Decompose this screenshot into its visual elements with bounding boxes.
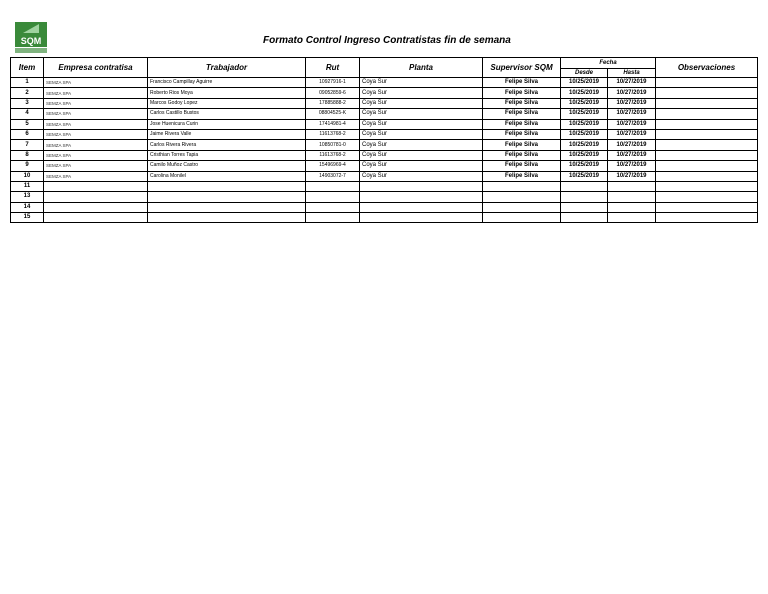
table-row bbox=[11, 192, 758, 202]
sqm-logo bbox=[15, 22, 47, 54]
hasta-cell: 10/27/2019 bbox=[608, 109, 656, 119]
rut-cell: 15496969-4 bbox=[306, 161, 360, 171]
empresa-cell bbox=[44, 202, 148, 212]
observaciones-cell bbox=[656, 140, 758, 150]
empresa-cell bbox=[44, 192, 148, 202]
planta-cell: Coya Sur bbox=[360, 78, 483, 88]
desde-cell: 10/25/2019 bbox=[561, 88, 608, 98]
empresa-cell: SEMZA SPA bbox=[44, 161, 148, 171]
item-cell: 3 bbox=[11, 98, 44, 108]
trabajador-cell: Carlos Castillo Bustos bbox=[148, 109, 306, 119]
rut-cell: 11613768-2 bbox=[306, 129, 360, 139]
item-cell: 13 bbox=[11, 192, 44, 202]
table-row bbox=[11, 98, 758, 108]
empresa-cell: SEMZA SPA bbox=[44, 88, 148, 98]
hasta-cell bbox=[608, 213, 656, 223]
table-row bbox=[11, 88, 758, 98]
table-row bbox=[11, 140, 758, 150]
trabajador-cell: Francisco Campillay Aguirre bbox=[148, 78, 306, 88]
hasta-cell: 10/27/2019 bbox=[608, 119, 656, 129]
desde-cell: 10/25/2019 bbox=[561, 161, 608, 171]
hasta-cell: 10/27/2019 bbox=[608, 150, 656, 160]
rut-cell: 09052859-6 bbox=[306, 88, 360, 98]
rut-cell: 08804525-K bbox=[306, 109, 360, 119]
table-row bbox=[11, 202, 758, 212]
hasta-cell: 10/27/2019 bbox=[608, 140, 656, 150]
item-cell: 2 bbox=[11, 88, 44, 98]
hasta-cell: 10/27/2019 bbox=[608, 88, 656, 98]
item-cell: 5 bbox=[11, 119, 44, 129]
rut-cell bbox=[306, 213, 360, 223]
supervisor-cell bbox=[483, 213, 561, 223]
desde-cell: 10/25/2019 bbox=[561, 150, 608, 160]
supervisor-cell: Felipe Silva bbox=[483, 119, 561, 129]
empresa-cell: SEMZA SPA bbox=[44, 129, 148, 139]
planta-cell: Coya Sur bbox=[360, 171, 483, 181]
planta-cell: Coya Sur bbox=[360, 88, 483, 98]
trabajador-cell bbox=[148, 202, 306, 212]
supervisor-cell bbox=[483, 181, 561, 191]
desde-cell: 10/25/2019 bbox=[561, 129, 608, 139]
supervisor-cell: Felipe Silva bbox=[483, 150, 561, 160]
item-cell: 7 bbox=[11, 140, 44, 150]
supervisor-cell bbox=[483, 202, 561, 212]
observaciones-cell bbox=[656, 98, 758, 108]
planta-cell: Coya Sur bbox=[360, 109, 483, 119]
trabajador-cell: Camilo Muñoz Castro bbox=[148, 161, 306, 171]
desde-cell: 10/25/2019 bbox=[561, 98, 608, 108]
supervisor-cell: Felipe Silva bbox=[483, 129, 561, 139]
observaciones-cell bbox=[656, 202, 758, 212]
hasta-cell: 10/27/2019 bbox=[608, 78, 656, 88]
contractor-table bbox=[10, 57, 758, 223]
planta-cell: Coya Sur bbox=[360, 161, 483, 171]
header-empresa: Empresa contratisa bbox=[44, 58, 148, 78]
observaciones-cell bbox=[656, 78, 758, 88]
rut-cell bbox=[306, 202, 360, 212]
header-trabajador: Trabajador bbox=[148, 58, 306, 78]
empresa-cell: SEMZA SPA bbox=[44, 109, 148, 119]
item-cell: 8 bbox=[11, 150, 44, 160]
table-row bbox=[11, 129, 758, 139]
observaciones-cell bbox=[656, 171, 758, 181]
observaciones-cell bbox=[656, 181, 758, 191]
item-cell: 11 bbox=[11, 181, 44, 191]
supervisor-cell: Felipe Silva bbox=[483, 140, 561, 150]
observaciones-cell bbox=[656, 150, 758, 160]
supervisor-cell: Felipe Silva bbox=[483, 98, 561, 108]
observaciones-cell bbox=[656, 213, 758, 223]
item-cell: 6 bbox=[11, 129, 44, 139]
header-rut: Rut bbox=[306, 58, 360, 78]
item-cell: 4 bbox=[11, 109, 44, 119]
table-row bbox=[11, 150, 758, 160]
desde-cell: 10/25/2019 bbox=[561, 109, 608, 119]
desde-cell bbox=[561, 202, 608, 212]
trabajador-cell bbox=[148, 192, 306, 202]
planta-cell: Coya Sur bbox=[360, 140, 483, 150]
observaciones-cell bbox=[656, 119, 758, 129]
empresa-cell bbox=[44, 181, 148, 191]
item-cell: 9 bbox=[11, 161, 44, 171]
item-cell: 14 bbox=[11, 202, 44, 212]
hasta-cell: 10/27/2019 bbox=[608, 129, 656, 139]
empresa-cell: SEMZA SPA bbox=[44, 150, 148, 160]
desde-cell bbox=[561, 192, 608, 202]
observaciones-cell bbox=[656, 109, 758, 119]
item-cell: 10 bbox=[11, 171, 44, 181]
planta-cell: Coya Sur bbox=[360, 119, 483, 129]
header-supervisor: Supervisor SQM bbox=[483, 58, 561, 78]
rut-cell: 14903072-7 bbox=[306, 171, 360, 181]
trabajador-cell: Roberto Rios Moya bbox=[148, 88, 306, 98]
desde-cell: 10/25/2019 bbox=[561, 119, 608, 129]
table-row bbox=[11, 171, 758, 181]
hasta-cell: 10/27/2019 bbox=[608, 161, 656, 171]
observaciones-cell bbox=[656, 161, 758, 171]
observaciones-cell bbox=[656, 192, 758, 202]
supervisor-cell: Felipe Silva bbox=[483, 161, 561, 171]
rut-cell: 10927916-1 bbox=[306, 78, 360, 88]
header-desde: Desde bbox=[561, 69, 608, 78]
empresa-cell: SEMZA SPA bbox=[44, 98, 148, 108]
trabajador-cell: Jose Huenicura Curin bbox=[148, 119, 306, 129]
observaciones-cell bbox=[656, 129, 758, 139]
header-observaciones: Observaciones bbox=[656, 58, 758, 78]
supervisor-cell bbox=[483, 192, 561, 202]
desde-cell bbox=[561, 213, 608, 223]
empresa-cell: SEMZA SPA bbox=[44, 119, 148, 129]
planta-cell bbox=[360, 181, 483, 191]
rut-cell bbox=[306, 181, 360, 191]
trabajador-cell: Carlos Rivera Rivera bbox=[148, 140, 306, 150]
planta-cell bbox=[360, 202, 483, 212]
table-row bbox=[11, 78, 758, 88]
empresa-cell bbox=[44, 213, 148, 223]
hasta-cell bbox=[608, 192, 656, 202]
trabajador-cell bbox=[148, 181, 306, 191]
table-row bbox=[11, 119, 758, 129]
planta-cell bbox=[360, 213, 483, 223]
planta-cell: Coya Sur bbox=[360, 129, 483, 139]
supervisor-cell: Felipe Silva bbox=[483, 171, 561, 181]
desde-cell bbox=[561, 181, 608, 191]
page-title: Formato Control Ingreso Contratistas fin de semana bbox=[263, 35, 511, 46]
table-row bbox=[11, 161, 758, 171]
trabajador-cell: Marcos Godoy Lopez bbox=[148, 98, 306, 108]
header-item: Item bbox=[11, 58, 44, 78]
rut-cell: 11613768-2 bbox=[306, 150, 360, 160]
rut-cell: 10850781-0 bbox=[306, 140, 360, 150]
trabajador-cell: Jaime Rivera Valle bbox=[148, 129, 306, 139]
logo-text: SQM bbox=[20, 36, 42, 46]
hasta-cell bbox=[608, 202, 656, 212]
header-fecha: Fecha bbox=[561, 58, 656, 69]
item-cell: 15 bbox=[11, 213, 44, 223]
planta-cell bbox=[360, 192, 483, 202]
supervisor-cell: Felipe Silva bbox=[483, 109, 561, 119]
supervisor-cell: Felipe Silva bbox=[483, 88, 561, 98]
hasta-cell bbox=[608, 181, 656, 191]
rut-cell bbox=[306, 192, 360, 202]
desde-cell: 10/25/2019 bbox=[561, 140, 608, 150]
hasta-cell: 10/27/2019 bbox=[608, 171, 656, 181]
trabajador-cell bbox=[148, 213, 306, 223]
planta-cell: Coya Sur bbox=[360, 150, 483, 160]
trabajador-cell: Carolina Monilel bbox=[148, 171, 306, 181]
item-cell: 1 bbox=[11, 78, 44, 88]
header-hasta: Hasta bbox=[608, 69, 656, 78]
table-row bbox=[11, 213, 758, 223]
empresa-cell: SEMZA SPA bbox=[44, 78, 148, 88]
supervisor-cell: Felipe Silva bbox=[483, 78, 561, 88]
planta-cell: Coya Sur bbox=[360, 98, 483, 108]
empresa-cell: SEMZA SPA bbox=[44, 140, 148, 150]
trabajador-cell: Cristhian Torres Tapia bbox=[148, 150, 306, 160]
hasta-cell: 10/27/2019 bbox=[608, 98, 656, 108]
empresa-cell: SEMZA SPA bbox=[44, 171, 148, 181]
rut-cell: 17885888-2 bbox=[306, 98, 360, 108]
table-row bbox=[11, 109, 758, 119]
table-row bbox=[11, 181, 758, 191]
desde-cell: 10/25/2019 bbox=[561, 78, 608, 88]
observaciones-cell bbox=[656, 88, 758, 98]
desde-cell: 10/25/2019 bbox=[561, 171, 608, 181]
rut-cell: 17414981-4 bbox=[306, 119, 360, 129]
header-planta: Planta bbox=[360, 58, 483, 78]
